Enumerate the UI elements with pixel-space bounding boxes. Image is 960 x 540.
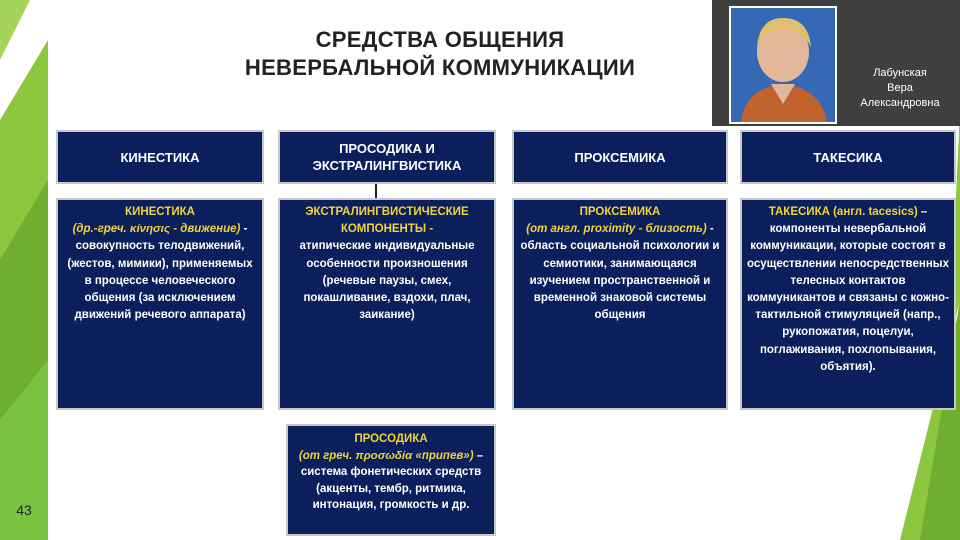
kinesics-text: - совокупность телодвижений, (жестов, мимики), применяемых в процессе человеческого общения (за исключением движений речевого аппарата): [67, 223, 253, 322]
title-line-2: НЕВЕРБАЛЬНОЙ КОММУНИКАЦИИ: [244, 55, 636, 80]
portrait-image: [731, 8, 835, 122]
takesics-term: ТАКЕСИКА (англ. tacesics): [768, 206, 918, 218]
takesics-description: [740, 198, 956, 410]
page-number: 43: [16, 502, 32, 518]
proxemics-origin: (от англ. proximity - близость): [526, 223, 707, 236]
kinesics-description: [56, 198, 264, 410]
author-patronymic: Александровна: [860, 97, 940, 109]
kinesics-origin: (др.-греч. κίνησις - движение): [72, 223, 241, 236]
header-prosody-line2: ЭКСТРАЛИНГВИСТИКА: [312, 158, 462, 173]
connector-line: [375, 184, 377, 198]
extraling-text: атипические индивидуальные особенности произношения (речевые паузы, смех, покашливание, вздохи, плач, заикание): [299, 240, 475, 322]
header-proxemics-label: ПРОКСЕМИКА: [574, 149, 666, 165]
author-name: [850, 66, 950, 111]
author-photo: [729, 6, 837, 124]
header-takesics: [740, 130, 956, 184]
prosody-origin: (от греч. προσωδία «припев»): [298, 449, 474, 462]
prosody-description: [286, 424, 496, 536]
header-takesics-label: ТАКЕСИКА: [813, 149, 883, 165]
proxemics-term: ПРОКСЕМИКА: [579, 206, 661, 218]
title-line-1: СРЕДСТВА ОБЩЕНИЯ: [315, 27, 565, 52]
header-prosody: [278, 130, 496, 184]
extraling-term: ЭКСТРАЛИНГВИСТИЧЕСКИЕ КОМПОНЕНТЫ -: [305, 206, 469, 236]
header-kinesics-label: КИНЕСТИКА: [120, 149, 200, 165]
prosody-term: ПРОСОДИКА: [354, 433, 428, 445]
slide-title: [210, 26, 670, 82]
author-surname: Лабунская: [873, 67, 927, 79]
header-kinesics: [56, 130, 264, 184]
prosody-text: – система фонетических средств (акценты, тембр, ритмика, интонация, громкость и др.: [300, 449, 484, 512]
left-decor-strip: [0, 0, 48, 540]
author-firstname: Вера: [887, 82, 913, 94]
header-prosody-line1: ПРОСОДИКА И: [339, 141, 435, 156]
kinesics-term: КИНЕСТИКА: [125, 206, 195, 218]
proxemics-description: [512, 198, 728, 410]
header-proxemics: [512, 130, 728, 184]
extralinguistic-description: [278, 198, 496, 410]
takesics-text: – компоненты невербальной коммуникации, которые состоят в осуществлении непосредственных телесных контактов коммуникантов и связаны с кожно-тактильной стимуляцией (напр., рукопожатия, поцелуи, поглаживания, похлопывания, объятия).: [747, 206, 949, 373]
proxemics-text: - область социальной психологии и семиотики, занимающаяся изучением пространственной и временной знаковой системы общения: [520, 223, 720, 322]
